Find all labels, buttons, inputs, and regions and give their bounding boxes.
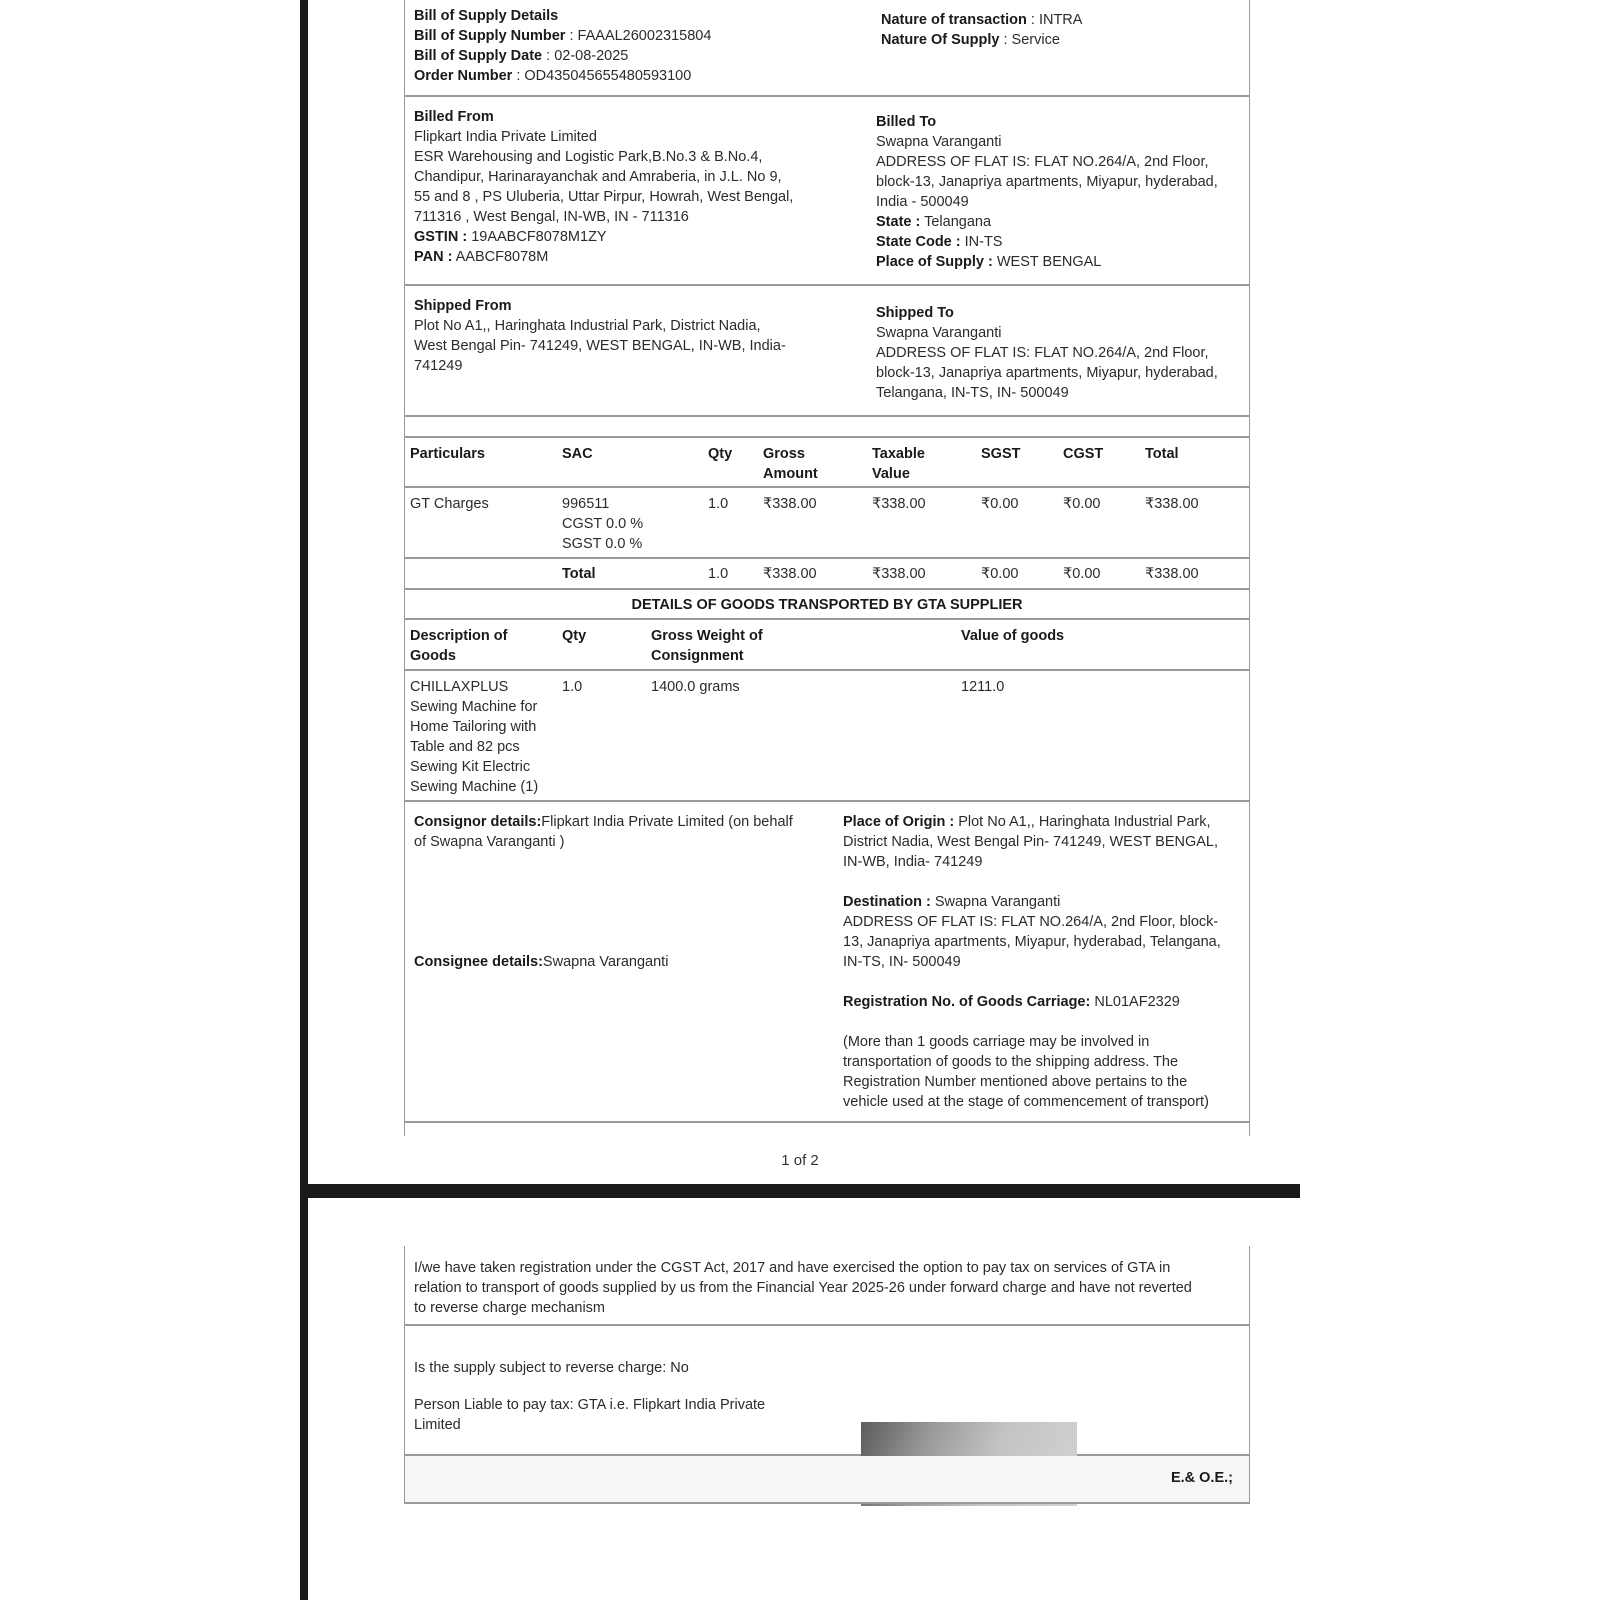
place-of-origin: Place of Origin : Plot No A1,, Haringhata Industrial Park, District Nadia, West Bengal Pin- 741249, WEST BENGAL, IN-WB, India- 741249	[843, 814, 1219, 870]
shipped-to-title: Shipped To	[876, 305, 954, 321]
consignee-details: Consignee details:Swapna Varanganti	[414, 954, 669, 970]
liability-section	[405, 1326, 1249, 1456]
total-qty: 1.0	[708, 566, 729, 582]
billed-from-title: Billed From	[414, 109, 494, 125]
goods-weight: 1400.0 grams	[651, 679, 740, 695]
shipped-from-title: Shipped From	[414, 298, 512, 314]
col-goods-qty: Qty	[562, 628, 587, 644]
eoe-text: E.& O.E.;	[1170, 1470, 1233, 1486]
gstin-label: GSTIN :	[414, 229, 468, 245]
shipped-from-address: West Bengal Pin- 741249, WEST BENGAL, IN-WB, India-	[414, 338, 786, 354]
qty-cell: 1.0	[708, 496, 729, 512]
billed-to-address: block-13, Janapriya apartments, Miyapur, hyderabad,	[876, 174, 1218, 190]
billed-from-address: 711316 , West Bengal, IN-WB, IN - 711316	[414, 209, 689, 225]
col-sac: SAC	[562, 446, 593, 462]
bill-details-title: Bill of Supply Details	[414, 8, 559, 24]
bill-date: 02-08-2025	[554, 48, 629, 64]
goods-row	[405, 671, 1249, 802]
transport-section	[405, 802, 1249, 1123]
state-code-value: IN-TS	[964, 234, 1003, 250]
reverse-charge: Is the supply subject to reverse charge: No	[414, 1360, 689, 1376]
goods-qty: 1.0	[562, 679, 583, 695]
consignor-details: Consignor details:Flipkart India Private Limited (on behalf of Swapna Varanganti )	[414, 814, 793, 850]
col-qty: Qty	[708, 446, 733, 462]
shipped-to-address: block-13, Janapriya apartments, Miyapur, hyderabad,	[876, 365, 1218, 381]
state-value: Telangana	[924, 214, 992, 230]
total-gross: ₹338.00	[763, 566, 817, 582]
bill-number: FAAAL26002315804	[577, 28, 712, 44]
eoe-section	[405, 1456, 1249, 1504]
total-cgst: ₹0.00	[1063, 566, 1101, 582]
goods-value: 1211.0	[961, 679, 1005, 695]
state-label: State :	[876, 214, 921, 230]
billed-to-name: Swapna Varanganti	[876, 134, 1002, 150]
order-number-label: Order Number	[414, 68, 513, 84]
billed-from-address: Chandipur, Harinarayanchak and Amraberia, in J.L. No 9,	[414, 169, 782, 185]
declaration-text: I/we have taken registration under the CGST Act, 2017 and have exercised the option to pay tax on services of GTA in relation to transport of goods supplied by us from the Financial Year 2025-26 under forward charge and have not reverted to reverse charge mechanism	[414, 1260, 1192, 1316]
billed-to	[876, 112, 1218, 272]
col-gross-weight: Gross Weight of Consignment	[651, 628, 763, 664]
table-row	[405, 488, 1249, 559]
viewer-left-border	[300, 0, 308, 1600]
billed-from-address: 55 and 8 , PS Uluberia, Uttar Pirpur, Howrah, West Bengal,	[414, 189, 794, 205]
shipping-section	[405, 286, 1249, 417]
col-description: Description of Goods	[410, 628, 508, 664]
state-code-label: State Code :	[876, 234, 961, 250]
place-supply-label: Place of Supply :	[876, 254, 993, 270]
col-cgst: CGST	[1063, 446, 1104, 462]
gstin-value: 19AABCF8078M1ZY	[471, 229, 607, 245]
gross-cell: ₹338.00	[763, 496, 817, 512]
total-row	[405, 559, 1249, 590]
pan-label: PAN :	[414, 249, 453, 265]
nature-transaction-label: Nature of transaction	[881, 12, 1027, 28]
col-total: Total	[1145, 446, 1179, 462]
billed-to-title: Billed To	[876, 114, 937, 130]
nature-supply: Service	[1011, 32, 1060, 48]
spacer-row	[405, 417, 1249, 438]
bill-number-label: Bill of Supply Number	[414, 28, 566, 44]
destination: Destination : Swapna Varanganti ADDRESS OF FLAT IS: FLAT NO.264/A, 2nd Floor, block- 13, Janapriya apartments, Miyapur, hyderabad, Telangana, IN-TS, IN- 500049	[843, 894, 1221, 970]
order-number: OD435045655480593100	[524, 68, 692, 84]
shipped-to	[876, 303, 1218, 403]
place-supply-value: WEST BENGAL	[996, 254, 1102, 270]
col-particulars: Particulars	[410, 446, 485, 462]
transport-note: (More than 1 goods carriage may be involved in transportation of goods to the shipping address. The Registration Number mentioned above pertains to the vehicle used at the stage of commencement of transport)	[843, 1034, 1209, 1110]
bill-details-left: Bill of Supply Details Bill of Supply Number : FAAAL26002315804 Bill of Supply Date : 02-08-2025 Order Number : OD435045655480593100	[414, 8, 712, 84]
charges-table-header	[405, 438, 1249, 488]
cgst-cell: ₹0.00	[1063, 496, 1101, 512]
shipped-from-address: 741249	[414, 358, 463, 374]
col-gross-amount: Gross Amount	[763, 446, 818, 482]
bill-date-label: Bill of Supply Date	[414, 48, 543, 64]
registration-number: Registration No. of Goods Carriage: NL01AF2329	[843, 994, 1180, 1010]
page-separator	[300, 1184, 1300, 1198]
billed-to-address: India - 500049	[876, 194, 969, 210]
col-sgst: SGST	[981, 446, 1021, 462]
billing-section	[405, 97, 1249, 286]
col-value-goods: Value of goods	[961, 628, 1065, 644]
person-liable: Person Liable to pay tax: GTA i.e. Flipkart India Private Limited	[414, 1397, 766, 1433]
total-label: Total	[562, 566, 596, 582]
col-taxable-value: Taxable Value	[872, 446, 925, 482]
bill-details-section	[405, 0, 1249, 97]
billed-from-address: ESR Warehousing and Logistic Park,B.No.3 & B.No.4,	[414, 149, 763, 165]
bill-details-right: Nature of transaction : INTRA Nature Of Supply : Service	[881, 12, 1083, 48]
pan-value: AABCF8078M	[455, 249, 549, 265]
page-indicator: 1 of 2	[781, 1152, 819, 1169]
shipped-to-name: Swapna Varanganti	[876, 325, 1002, 341]
shipped-from	[414, 296, 786, 376]
billed-to-address: ADDRESS OF FLAT IS: FLAT NO.264/A, 2nd Floor,	[876, 154, 1209, 170]
nature-supply-label: Nature Of Supply	[881, 32, 1000, 48]
page-2	[404, 1246, 1250, 1504]
sgst-cell: ₹0.00	[981, 496, 1019, 512]
goods-section-title	[405, 590, 1249, 620]
billed-from	[414, 107, 793, 267]
particulars-cell: GT Charges	[410, 496, 489, 512]
taxable-cell: ₹338.00	[872, 496, 926, 512]
total-sgst: ₹0.00	[981, 566, 1019, 582]
goods-description: CHILLAXPLUS Sewing Machine for Home Tailoring with Table and 82 pcs Sewing Kit Electric Sewing Machine (1)	[410, 679, 539, 795]
goods-title: DETAILS OF GOODS TRANSPORTED BY GTA SUPPLIER	[631, 597, 1023, 613]
shipped-from-address: Plot No A1,, Haringhata Industrial Park, District Nadia,	[414, 318, 761, 334]
shipped-to-address: ADDRESS OF FLAT IS: FLAT NO.264/A, 2nd Floor,	[876, 345, 1209, 361]
nature-transaction: INTRA	[1038, 12, 1083, 28]
page-1	[404, 0, 1250, 1136]
billed-from-name: Flipkart India Private Limited	[414, 129, 597, 145]
sac-cell: 996511 CGST 0.0 % SGST 0.0 %	[562, 496, 644, 552]
shipped-to-address: Telangana, IN-TS, IN- 500049	[876, 385, 1069, 401]
total-cell: ₹338.00	[1145, 496, 1199, 512]
total-amount: ₹338.00	[1145, 566, 1199, 582]
goods-table-header	[405, 620, 1249, 671]
declaration-section	[405, 1246, 1249, 1326]
total-taxable: ₹338.00	[872, 566, 926, 582]
